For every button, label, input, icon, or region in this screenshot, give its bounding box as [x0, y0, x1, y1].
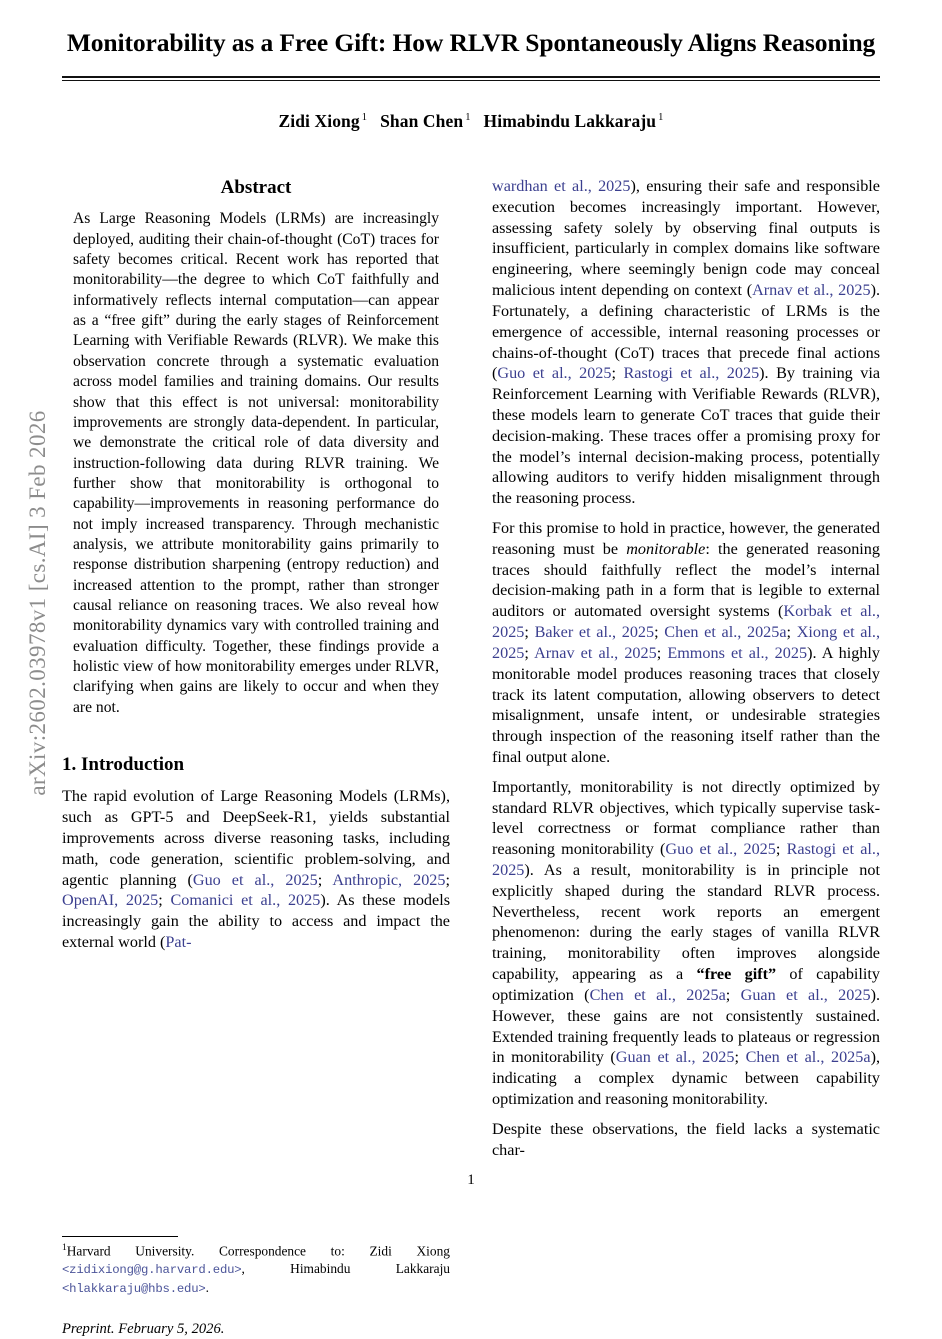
citation-link[interactable]: Rastogi et al., 2025	[623, 364, 760, 383]
intro-paragraph-1	[62, 786, 450, 953]
text-run: Harvard University. Correspondence to: Zidi Xiong	[66, 1243, 450, 1259]
citation-link[interactable]: Guan et al., 2025	[740, 985, 871, 1004]
author-name: Shan Chen	[380, 110, 464, 131]
abstract-text: As Large Reasoning Models (LRMs) are increasingly deployed, auditing their chain-of-thought (CoT) traces for safety becomes critical. Recent work has reported that monitorability—the degree to which CoT faithfully and informatively reflects internal computation—can appear as a “free gift” during the early stages of Reinforcement Learning with Verifiable Rewards (RLVR). We make this observation concrete through a systematic evaluation across model families and training domains. Our results show that this effect is not universal: monitorability improvements are strongly data-dependent. In particular, we demonstrate the critical role of data diversity and instruction-following data during RLVR training. We further show that monitorability is orthogonal to capability—improvements in reasoning performance do not imply increased transparency. Through mechanistic analysis, we attribute monitorability gains primarily to response distribution sharpening (entropy reduction) and increased attention to the prompt, rather than stronger causal reliance on reasoning traces. We also reveal how monitorability dynamics vary with controlled training and evaluation difficulty. Together, these findings provide a holistic view of how monitorability emerges under RLVR, clarifying when gains are likely to occur and when they are not.	[73, 210, 439, 716]
text-run: ), indicating a complex dynamic between capability optimization and reasoning monitorability.	[492, 1048, 880, 1108]
title-divider	[62, 76, 880, 81]
abstract-heading: Abstract	[220, 177, 292, 198]
citation-link[interactable]: OpenAI, 2025	[62, 891, 159, 910]
text-run: ). Fortunately, a defining characteristic of LRMs is the emergence of accessible, internal reasoning processes or chains-of-thought (CoT) traces that precede final actions (	[492, 281, 880, 383]
text-run: ;	[445, 870, 450, 889]
citation-link[interactable]: Emmons et al., 2025	[667, 643, 808, 662]
author-name: Himabindu Lakkaraju	[483, 110, 657, 131]
right-paragraph-4: Despite these observations, the field lacks a systematic char-	[492, 1119, 880, 1159]
right-column	[492, 176, 880, 1169]
text-run: .	[205, 1279, 209, 1295]
page-title: Monitorability as a Free Gift: How RLVR Spontaneously Aligns Reasoning	[66, 28, 876, 57]
author-entry	[484, 111, 664, 131]
author-list	[62, 111, 880, 132]
citation-link[interactable]: Arnav et al., 2025	[534, 643, 657, 662]
text-run: ;	[524, 643, 535, 662]
page-number: 1	[467, 1172, 475, 1188]
citation-link[interactable]: Pat-	[165, 933, 192, 952]
paper-page	[62, 0, 881, 1337]
preprint-notice: Preprint. February 5, 2026.	[62, 1320, 225, 1337]
author-affiliation-marker: 1	[658, 111, 664, 123]
footnote-divider	[62, 1236, 178, 1237]
text-run: ;	[317, 870, 333, 889]
right-paragraph-2	[492, 518, 880, 768]
footnote-marker: 1	[62, 1243, 67, 1253]
text-run: ;	[524, 623, 535, 642]
text-run: ;	[654, 623, 665, 642]
email-link-primary[interactable]: <zidixiong@g.harvard.edu>	[62, 1263, 242, 1278]
citation-link[interactable]: Korbak et al., 2025	[492, 602, 880, 642]
bold-free-gift: “free gift”	[696, 965, 777, 984]
left-column	[62, 176, 450, 1337]
author-entry	[380, 111, 470, 131]
text-run: ). As these models increasingly gain the ability to access and impact the external world (	[62, 891, 450, 952]
text-run: ;	[611, 364, 624, 383]
citation-link[interactable]: Anthropic, 2025	[332, 870, 446, 889]
author-entry	[278, 111, 367, 131]
text-run: ;	[775, 840, 787, 859]
text-run: For this promise to hold in practice, however, the generated reasoning must be	[492, 519, 880, 558]
text-run: ;	[725, 985, 741, 1004]
text-run: ). However, these gains are not consistently sustained. Extended training frequently leads to plateaus or regression in monitorability (	[492, 985, 880, 1067]
text-run: Importantly, monitorability is not directly optimized by standard RLVR objectives, which typically supervise task-level correctness or format compliance rather than reasoning monitorability (	[492, 777, 880, 859]
text-run: ;	[656, 643, 668, 662]
text-run: of capability optimization (	[492, 965, 881, 1004]
text-run: ;	[734, 1048, 746, 1067]
citation-link[interactable]: Chen et al., 2025a	[664, 623, 787, 642]
right-paragraph-1	[492, 176, 880, 509]
citation-link[interactable]: Guan et al., 2025	[615, 1048, 735, 1067]
citation-link[interactable]: Guo et al., 2025	[665, 840, 776, 859]
text-run: ). By training via Reinforcement Learning with Verifiable Rewards (RLVR), these models learn to generate CoT traces that guide their decision-making. These traces offer a promising proxy for the model’s internal decision-making process, potentially allowing auditors to verify hidden misalignment through the reasoning process.	[492, 364, 881, 508]
citation-link[interactable]: Rastogi et al., 2025	[492, 840, 881, 879]
section-heading-introduction: 1. Introduction	[62, 754, 185, 775]
citation-link[interactable]: Comanici et al., 2025	[170, 891, 321, 910]
citation-link[interactable]: wardhan et al., 2025	[492, 177, 631, 195]
citation-link[interactable]: Chen et al., 2025a	[589, 985, 726, 1004]
citation-link[interactable]: Guo et al., 2025	[497, 364, 612, 383]
author-affiliation-marker: 1	[361, 111, 368, 123]
arxiv-stamp: arXiv:2602.03978v1 [cs.AI] 3 Feb 2026	[25, 410, 50, 796]
text-run: ;	[158, 891, 171, 910]
text-run: The rapid evolution of Large Reasoning Models (LRMs), such as GPT-5 and DeepSeek-R1, yields substantial improvements across diverse reasoning tasks, including math, code generation, scientific problem-solving, and agentic planning (	[62, 787, 450, 889]
text-run: : the generated reasoning traces should faithfully reflect the model’s internal decision-making path in a form that is legible to external auditors or automated oversight systems (	[492, 539, 880, 621]
footnote-text	[62, 1242, 450, 1297]
text-run: , Himabindu Lakkaraju	[241, 1261, 450, 1277]
two-column-body	[62, 176, 881, 1337]
footnote-block	[62, 1236, 450, 1339]
text-run: ). As a result, monitorability is in principle not explicitly shaped during the standard RLVR process. Nevertheless, recent work reports an emergent phenomenon: during the early stages of vanilla RLVR training, monitorability often improves alongside capability, appearing as a	[492, 861, 880, 984]
text-run: ). A highly monitorable model produces reasoning traces that closely track its latent computation, allowing observers to detect misalignment, unsafe intent, or undesirable strategies through inspection of the reasoning itself rather than the final output alone.	[492, 643, 880, 766]
author-affiliation-marker: 1	[465, 111, 471, 123]
citation-link[interactable]: Xiong et al., 2025	[492, 623, 881, 662]
citation-link[interactable]: Arnav et al., 2025	[752, 281, 871, 300]
citation-link[interactable]: Guo et al., 2025	[192, 870, 318, 889]
right-paragraph-3	[492, 777, 880, 1110]
text-run: ;	[786, 623, 797, 642]
author-name: Zidi Xiong	[278, 110, 360, 131]
emphasis-monitorable: monitorable	[626, 539, 706, 558]
citation-link[interactable]: Baker et al., 2025	[534, 623, 655, 642]
citation-link[interactable]: Chen et al., 2025a	[745, 1048, 871, 1067]
email-link-secondary[interactable]: <hlakkaraju@hbs.edu>	[62, 1281, 206, 1296]
text-run: ), ensuring their safe and responsible execution becomes increasingly important. However, assessing safety solely by observing final outputs is insufficient, particularly in complex domains like software engineering, where seemingly benign code may conceal malicious intent depending on context (	[492, 177, 880, 300]
